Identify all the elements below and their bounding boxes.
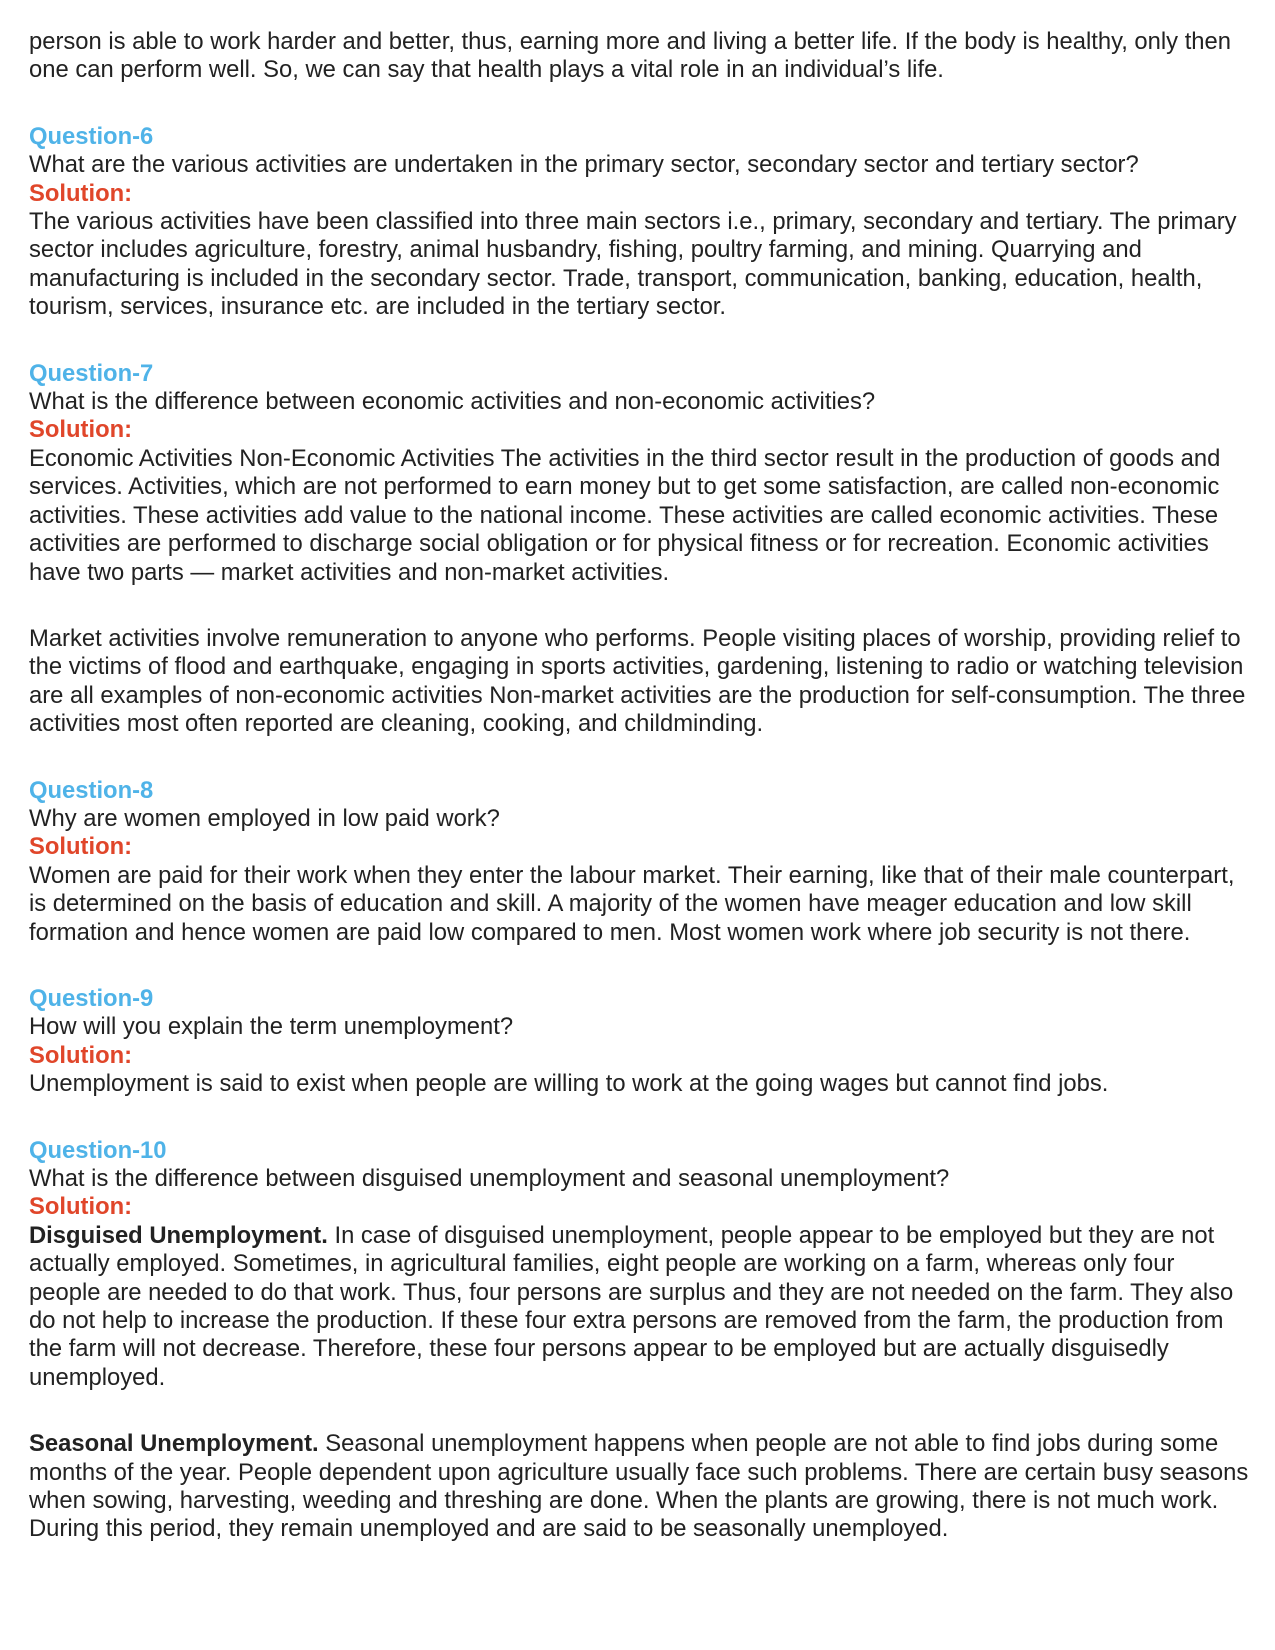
question-8-section xyxy=(29,777,1251,947)
question-heading: Question-6 xyxy=(29,122,154,150)
question-text: What are the various activities are undertaken in the primary sector, secondary sector and tertiary sector? xyxy=(29,151,1139,179)
answer-body: In case of disguised unemployment, people appear to be employed but they are not actually employed. Sometimes, in agricultural families, eight people are working on a farm, whereas only four people are needed to do that work. Thus, four persons are surplus and they are not needed on the farm. They also do not help to increase the production. If these four extra persons are removed from the farm, the production from the farm will not decrease. Therefore, these four persons appear to be employed but are actually disguisedly unemployed. xyxy=(29,1221,1234,1391)
answer-paragraph: Economic Activities Non-Economic Activities The activities in the third sector result in the production of goods and services. Activities, which are not performed to earn money but to get some satisfaction, are called non-economic activities. These activities add value to the national income. These activities are called economic activities. These activities are performed to discharge social obligation or for physical fitness or for recreation. Economic activities have two parts — market activities and non-market activities. xyxy=(29,444,1221,586)
answer-body: Seasonal unemployment happens when people are not able to find jobs during some months of the year. People dependent upon agriculture usually face such problems. There are certain busy seasons when sowing, harvesting, weeding and threshing are done. When the plants are growing, there is not much work. During this period, they remain unemployed and are said to be seasonally unemployed. xyxy=(29,1430,1249,1543)
answer-lead-term: Disguised Unemployment. xyxy=(29,1221,328,1249)
question-text: What is the difference between economic activities and non-economic activities? xyxy=(29,388,876,416)
answer-paragraph-2: Market activities involve remuneration to anyone who performs. People visiting places of worship, providing relief to the victims of flood and earthquake, engaging in sports activities, gardening, listening to radio or watching television are all examples of non-economic activities Non-market activities are the production for self-consumption. The three activities most often reported are cleaning, cooking, and childminding. xyxy=(29,624,1246,738)
question-9-section xyxy=(29,985,1251,1099)
answer-paragraph: Unemployment is said to exist when people are willing to work at the going wages but cannot find jobs. xyxy=(29,1070,1109,1098)
answer-paragraph: The various activities have been classified into three main sectors i.e., primary, secondary and tertiary. The primary sector includes agriculture, forestry, animal husbandry, fishing, poultry farming, and mining. Quarrying and manufacturing is included in the secondary sector. Trade, transport, communication, banking, education, health, tourism, services, insurance etc. are included in the tertiary sector. xyxy=(29,208,1237,321)
answer-lead-term: Seasonal Unemployment. xyxy=(29,1430,319,1458)
answer-paragraph: Women are paid for their work when they enter the labour market. Their earning, like that of their male counterpart, is determined on the basis of education and skill. A majority of the women have meager education and low skill formation and hence women are paid low compared to men. Most women work where job security is not there. xyxy=(29,861,1235,946)
intro-paragraph: person is able to work harder and better, thus, earning more and living a better life. If the body is healthy, only then one can perform well. So, we can say that health plays a vital role in an individual’s life. xyxy=(29,28,1232,84)
question-heading: Question-7 xyxy=(29,359,154,387)
solution-heading: Solution: xyxy=(29,179,133,207)
question-heading: Question-8 xyxy=(29,776,154,804)
solution-heading: Solution: xyxy=(29,833,133,861)
answer-paragraph-2 xyxy=(29,1430,1251,1544)
question-heading: Question-10 xyxy=(29,1136,167,1164)
question-10-section xyxy=(29,1137,1251,1544)
question-text: How will you explain the term unemployment? xyxy=(29,1013,514,1041)
question-text: What is the difference between disguised unemployment and seasonal unemployment? xyxy=(29,1165,950,1192)
solution-heading: Solution: xyxy=(29,1041,133,1069)
question-heading: Question-9 xyxy=(29,984,154,1012)
answer-paragraph xyxy=(29,1222,1251,1392)
question-7-section xyxy=(29,360,1251,739)
document-page xyxy=(29,28,1251,1544)
question-6-section xyxy=(29,123,1251,322)
question-text: Why are women employed in low paid work? xyxy=(29,804,500,832)
solution-heading: Solution: xyxy=(29,1193,133,1221)
solution-heading: Solution: xyxy=(29,416,133,444)
